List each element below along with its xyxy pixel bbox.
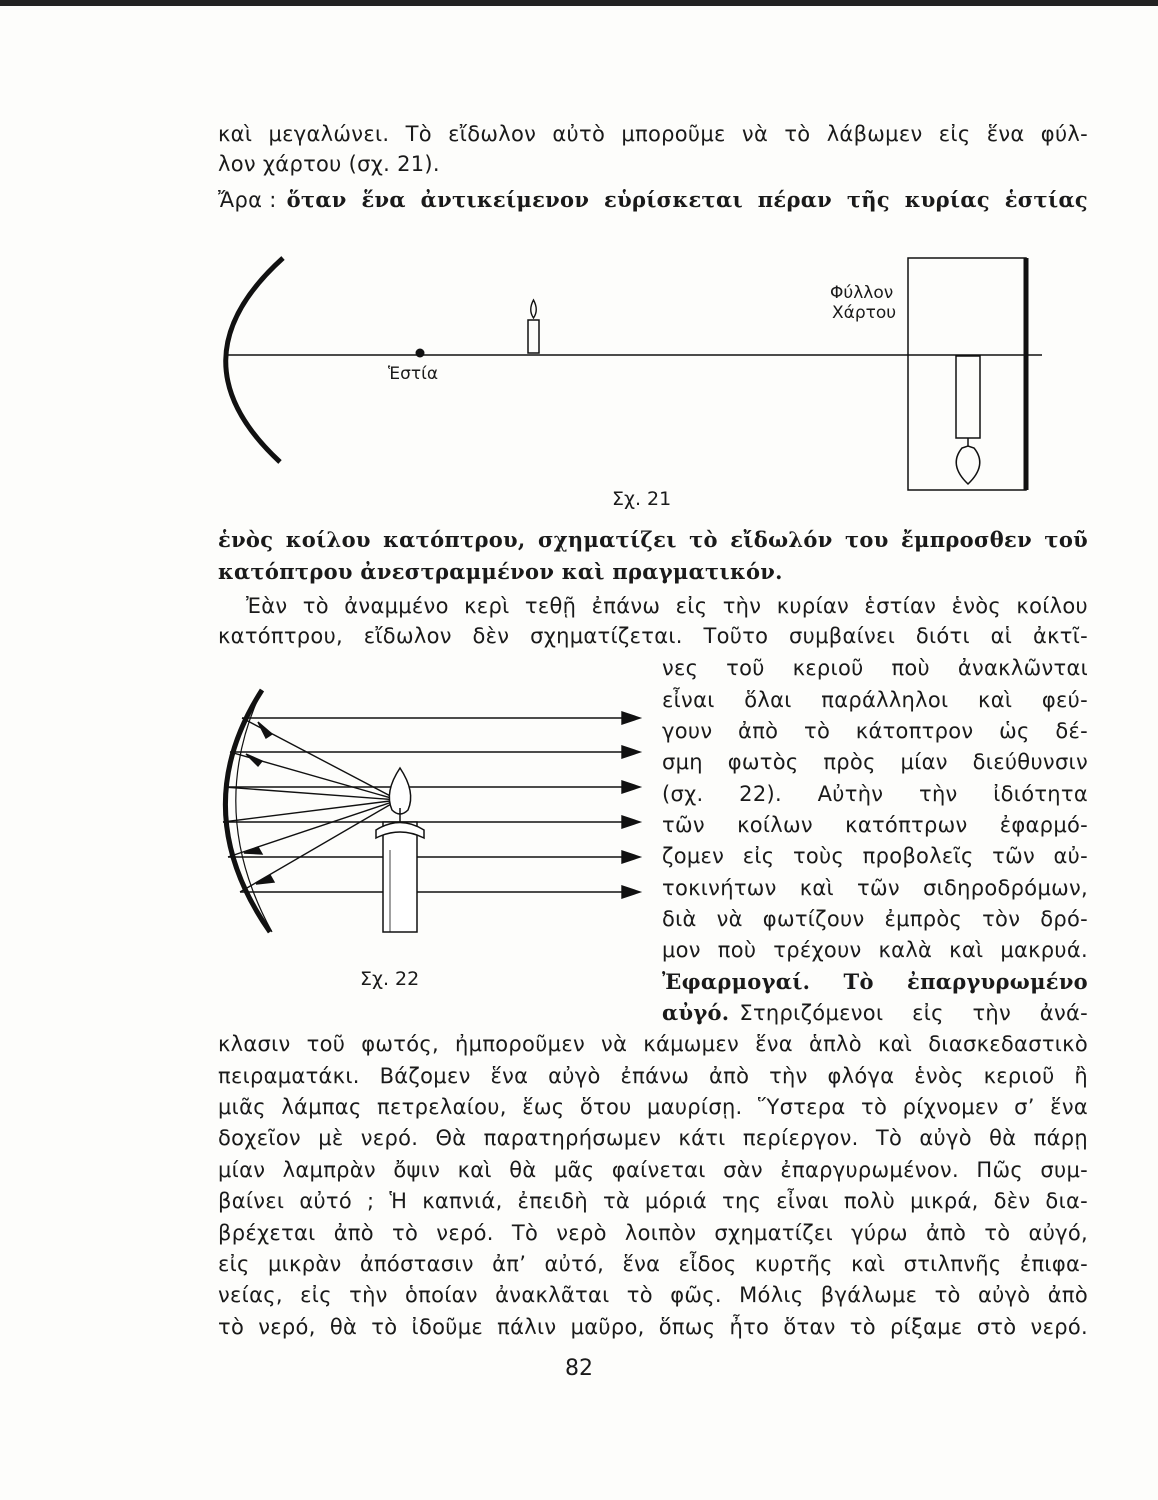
text-line: μίαν λαμπρὰν ὄψιν καὶ θὰ μᾶς φαίνεται σὰν ἐπαργυρωμένον. Πῶς συμ- [218, 1158, 1088, 1182]
text-line: (σχ. 22). Αὐτὴν τὴν ἰδιότητα [662, 782, 1088, 806]
text-line [662, 999, 1088, 1027]
figure-22-caption: Σχ. 22 [360, 968, 420, 990]
paper-sheet [908, 258, 1026, 490]
paper-label: Χάρτου [832, 303, 897, 323]
bold-line: κατόπτρου ἀνεστραμμένον καὶ πραγματικόν. [218, 559, 783, 584]
text-line: νες τοῦ κεριοῦ ποὺ ἀνακλῶνται [662, 656, 1088, 680]
text-line: γουν ἀπὸ τὸ κάτοπτρον ὡς δέ- [662, 719, 1088, 743]
text-line: δοχεῖον μὲ νερό. Θὰ παρατηρήσωμεν κάτι περίεργον. Τὸ αὐγὸ θὰ πάρῃ [218, 1126, 1088, 1150]
figure-22 [223, 690, 640, 932]
text-line: βαίνει αὐτό ; Ἡ καπνιά, ἐπειδὴ τὰ μόριά της εἶναι πολὺ μικρά, δὲν δια- [218, 1189, 1088, 1213]
page-number: 82 [565, 1356, 593, 1381]
focus-label: Ἑστία [388, 364, 439, 384]
bold-line: ἑνὸς κοίλου κατόπτρου, σχηματίζει τὸ εἴδωλόν του ἔμπροσθεν τοῦ [218, 527, 1088, 552]
text-line: κλασιν τοῦ φωτός, ἠμποροῦμεν νὰ κάμωμεν ἕνα ἁπλὸ καὶ διασκεδαστικὸ [218, 1032, 1088, 1056]
text-fragment: Στηριζόμενοι εἰς τὴν ἀνά- [739, 1001, 1088, 1025]
text-line: βρέχεται ἀπὸ τὸ νερό. Τὸ νερὸ λοιπὸν σχηματίζει γύρω ἀπὸ τὸ αὐγό, [218, 1221, 1088, 1245]
text-line: ζομεν εἰς τοὺς προβολεῖς τῶν αὐ- [662, 844, 1088, 868]
text-line: πειραματάκι. Βάζομεν ἕνα αὐγὸ ἐπάνω ἀπὸ τὴν φλόγα ἑνὸς κεριοῦ ἢ [218, 1064, 1088, 1088]
text-line: τοκινήτων καὶ τῶν σιδηροδρόμων, [662, 876, 1088, 900]
text-line: σμη φωτὸς πρὸς μίαν διεύθυνσιν [662, 750, 1088, 774]
section-heading: Ἐφαρμογαί. Τὸ ἐπαργυρωμένο [662, 969, 1088, 994]
inverted-candle-image [956, 356, 980, 484]
text-line: μον ποὺ τρέχουν καλὰ καὶ μακρυά. [662, 938, 1088, 962]
ara-prefix: Ἄρα : [218, 188, 277, 212]
conclusion-bold: ὅταν ἕνα ἀντικείμενον εὑρίσκεται πέραν τῆς κυρίας ἑστίας [286, 187, 1088, 212]
paper-label: Φύλλον [830, 283, 894, 303]
text-line: τῶν κοίλων κατόπτρων ἐφαρμό- [662, 813, 1088, 837]
text-line: κατόπτρου, εἴδωλον δὲν σχηματίζεται. Τοῦτο συμβαίνει διότι αἱ ἀκτῖ- [218, 624, 1088, 648]
text-line: τὸ νερό, θὰ τὸ ἰδοῦμε πάλιν μαῦρο, ὅπως ἦτο ὅταν τὸ ρίξαμε στὸ νερό. [218, 1315, 1088, 1339]
text-line: εἰς μικρὰν ἀπόστασιν ἀπ’ αὐτό, ἕνα εἶδος κυρτῆς καὶ στιλπνῆς ἐπιφα- [218, 1252, 1088, 1276]
text-line: καὶ μεγαλώνει. Τὸ εἴδωλον αὐτὸ μποροῦμε νὰ τὸ λάβωμεν εἰς ἕνα φύλ- [218, 122, 1088, 146]
section-heading: αὐγό. [662, 1000, 730, 1025]
text-line: εἶναι ὅλαι παράλληλοι καὶ φεύ- [662, 688, 1088, 712]
text-line: νείας, εἰς τὴν ὁποίαν ἀνακλᾶται τὸ φῶς. Μόλις βγάλωμε τὸ αὐγὸ ἀπὸ [218, 1283, 1088, 1307]
concave-mirror [226, 258, 283, 462]
text-line: λον χάρτου (σχ. 21). [218, 152, 440, 176]
candle-object [528, 300, 539, 353]
text-line: Ἐὰν τὸ ἀναμμένο κερὶ τεθῇ ἐπάνω εἰς τὴν κυρίαν ἑστίαν ἑνὸς κοίλου [246, 594, 1088, 618]
focus-point [416, 349, 425, 358]
text-line: διὰ νὰ φωτίζουν ἐμπρὸς τὸν δρό- [662, 907, 1088, 931]
figure-21-caption: Σχ. 21 [612, 488, 672, 510]
text-line: μιᾶς λάμπας πετρελαίου, ἕως ὅτου μαυρίσῃ. Ὕστερα τὸ ρίχνομεν σ’ ἕνα [218, 1095, 1088, 1119]
